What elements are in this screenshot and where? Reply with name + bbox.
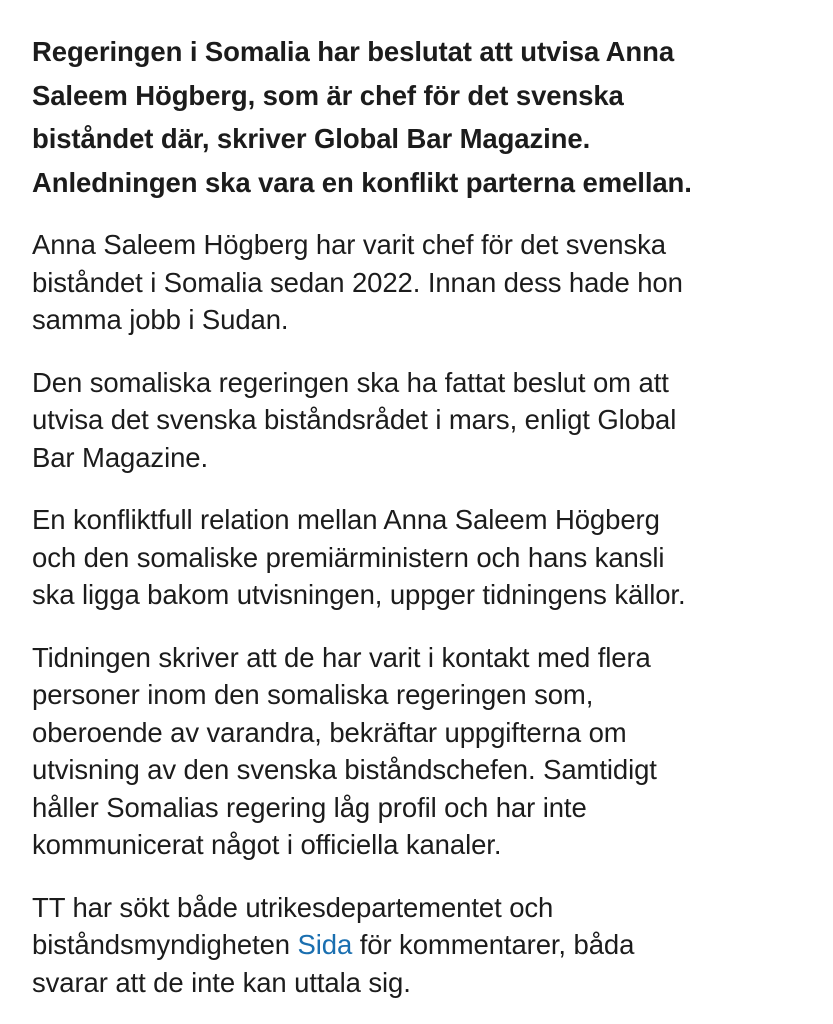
paragraph-line: TT har sökt både utrikesdepartementet och [32,891,554,923]
sida-link[interactable]: Sida [297,929,353,960]
text-after-link: för kommentarer, båda [352,929,635,960]
paragraph-line-with-link [32,926,803,964]
paragraph-line: Bar Magazine. [32,441,209,473]
lead-line: Saleem Högberg, som är chef för det svenska [32,79,624,111]
paragraph-line: kommunicerat något i officiella kanaler. [32,829,502,860]
text-before-link: biståndsmyndigheten [32,929,298,960]
paragraph-line: utvisning av den svenska biståndschefen. Samtidigt [32,754,657,785]
lead-line: biståndet där, skriver Global Bar Magazine. [32,123,591,154]
paragraph-line: ska ligga bakom utvisningen, uppger tidningens källor. [32,579,686,610]
paragraph-line: utvisa det svenska biståndsrådet i mars, enligt Global [32,404,677,435]
paragraph-line: personer inom den somaliska regeringen som, [32,679,594,710]
article-lead [32,30,803,204]
paragraph-2 [32,364,803,477]
paragraph-line: Den somaliska regeringen ska ha fattat beslut om att [32,366,669,398]
paragraph-line: Tidningen skriver att de har varit i kontakt med flera [32,641,651,673]
lead-line: Anledningen ska vara en konflikt parterna emellan. [32,166,692,198]
paragraph-3 [32,501,803,614]
paragraph-line: håller Somalias regering låg profil och har inte [32,791,587,823]
paragraph-line: och den somaliske premiärministern och hans kansli [32,541,665,573]
lead-line: Regeringen i Somalia har beslutat att utvisa Anna [32,36,675,67]
paragraph-line: biståndet i Somalia sedan 2022. Innan dess hade hon [32,266,683,298]
paragraph-5 [32,889,803,1002]
paragraph-line: svarar att de inte kan uttala sig. [32,966,411,998]
paragraph-4 [32,639,803,864]
paragraph-1 [32,226,803,339]
paragraph-line: samma jobb i Sudan. [32,304,289,335]
paragraph-line: oberoende av varandra, bekräftar uppgifterna om [32,716,627,748]
paragraph-line: En konfliktfull relation mellan Anna Saleem Högberg [32,504,660,535]
paragraph-line: Anna Saleem Högberg har varit chef för det svenska [32,229,666,260]
